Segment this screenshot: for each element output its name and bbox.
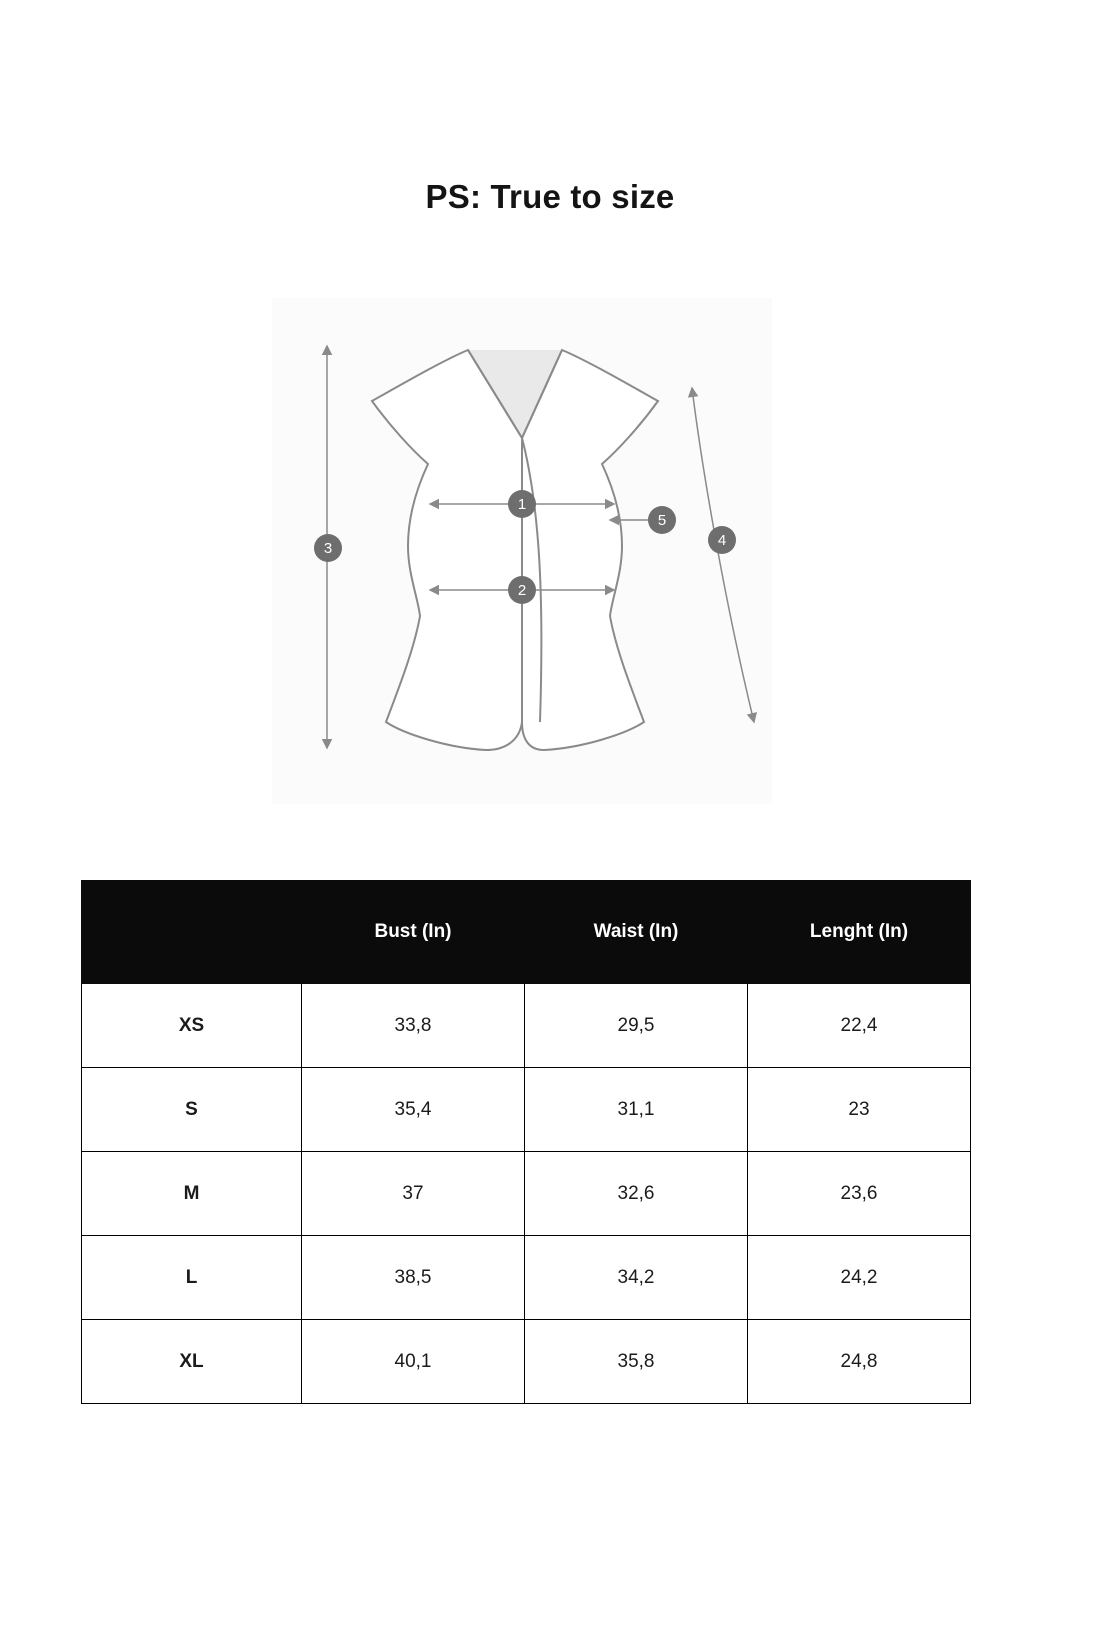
marker-badge-4 <box>708 526 736 554</box>
table-row <box>82 984 971 1068</box>
row-size-label: L <box>82 1236 302 1320</box>
row-waist-value: 32,6 <box>525 1152 748 1236</box>
row-bust-value: 37 <box>302 1152 525 1236</box>
marker-badge-1-label: 1 <box>517 496 527 513</box>
row-waist-value: 34,2 <box>525 1236 748 1320</box>
size-table <box>81 880 971 1404</box>
table-body <box>82 984 971 1404</box>
table-header-waist: Waist (In) <box>525 881 748 984</box>
marker-badge-4-label: 4 <box>717 532 727 549</box>
row-size-label: XL <box>82 1320 302 1404</box>
garment-right-outline <box>522 350 658 750</box>
row-waist-value: 31,1 <box>525 1068 748 1152</box>
table-header-bust: Bust (In) <box>302 881 525 984</box>
row-size-label: XS <box>82 984 302 1068</box>
marker-badge-1 <box>508 490 536 518</box>
table-row <box>82 1320 971 1404</box>
row-bust-value: 33,8 <box>302 984 525 1068</box>
row-waist-value: 29,5 <box>525 984 748 1068</box>
table-header-corner <box>82 881 302 984</box>
diagram-svg <box>272 298 772 804</box>
row-size-label: S <box>82 1068 302 1152</box>
row-bust-value: 38,5 <box>302 1236 525 1320</box>
row-length-value: 24,2 <box>748 1236 971 1320</box>
row-bust-value: 40,1 <box>302 1320 525 1404</box>
marker-badge-2-label: 2 <box>517 582 527 599</box>
marker-badge-3-label: 3 <box>323 540 333 557</box>
marker-badge-2 <box>508 576 536 604</box>
row-length-value: 22,4 <box>748 984 971 1068</box>
row-waist-value: 35,8 <box>525 1320 748 1404</box>
sleeve-measure-line <box>692 388 754 722</box>
marker-badge-3 <box>314 534 342 562</box>
table-row <box>82 1068 971 1152</box>
marker-badge-5 <box>648 506 676 534</box>
table-header-row <box>82 881 971 984</box>
row-bust-value: 35,4 <box>302 1068 525 1152</box>
size-chart <box>81 880 970 1404</box>
row-size-label: M <box>82 1152 302 1236</box>
row-length-value: 24,8 <box>748 1320 971 1404</box>
table-header <box>82 881 971 984</box>
table-row <box>82 1236 971 1320</box>
row-length-value: 23,6 <box>748 1152 971 1236</box>
page-title: PS: True to size <box>425 178 675 215</box>
table-row <box>82 1152 971 1236</box>
garment-left-outline <box>372 350 522 750</box>
table-header-length: Lenght (In) <box>748 881 971 984</box>
row-length-value: 23 <box>748 1068 971 1152</box>
garment-measurement-diagram <box>272 298 772 804</box>
marker-badge-5-label: 5 <box>657 512 667 529</box>
